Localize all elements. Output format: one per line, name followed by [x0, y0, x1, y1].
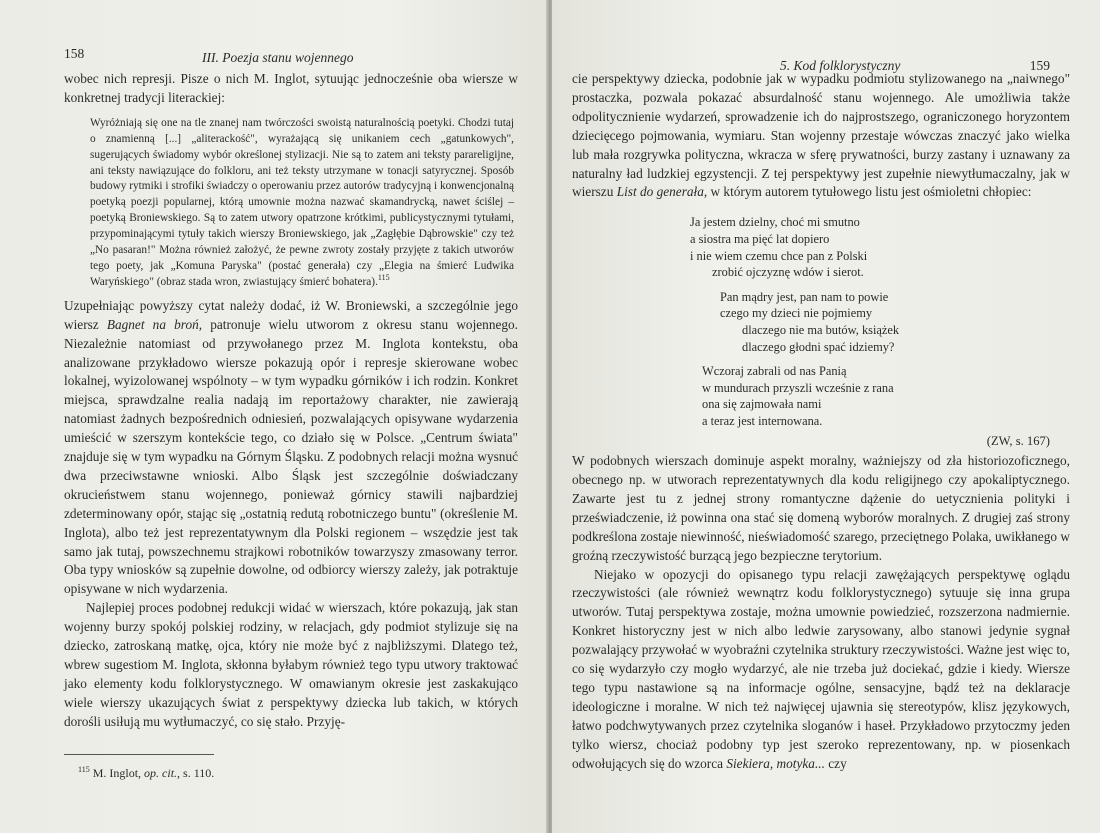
poem-stanza [690, 214, 1070, 280]
footnote-number: 115 [78, 764, 90, 774]
footnote-marker: 115 [377, 273, 390, 283]
page-number: 158 [64, 46, 85, 61]
poem-line: Wczoraj zabrali od nas Panią [702, 364, 847, 379]
paragraph-text: czy [824, 755, 847, 771]
poem-line: a teraz jest internowana. [702, 413, 823, 428]
poem-line: dlaczego głodni spać idziemy? [742, 339, 895, 354]
paragraph-text: , patronuje wielu utworom z okresu stanu wojennego. Niezależnie natomiast od przywołanego przez M. Inglota kontekstu, oba analizowane przykładowo wiersze pokazują opór i represje skierowane wobec lokalnej, wyizolowanej wspólnoty – w tym wypadku górników i ich rodzin. Konkret miejsca, sprawdzalne realia nadają im reportażowy charakter, nie zawierają natomiast żadnych bezpośrednich odniesień, pozwalających opisywane wydarzenia umieścić w szerszym kontekście tego, co działo się w Polsce. „Centrum świata" znajduje się w tym wypadku na Górnym Śląsku. Z podobnych relacji można wysnuć dwa przeciwstawne wnioski. Albo Śląsk jest szczególnie doświadczany okrucieństwem stanu wojennego, ponieważ górnicy stawili najbardziej zdeterminowany opór, stając się „ostatnią redutą robotniczego buntu" (określenie M. Inglota), albo też jest reprezentatywnym dla Polski regionem – wszędzie jest tak samo jak tutaj, powszechnemu strajkowi robotników towarzyszy zmasowany terror. Oba typy wniosków są zupełnie dowolne, od odbiorcy wierszy zależy, jak potraktuje opisywane w nich wydarzenia. [64, 316, 518, 597]
paragraph: W podobnych wierszach dominuje aspekt moralny, ważniejszy od zła historiozoficznego, obecnego np. w utworach reprezentatywnych dla kodu religijnego czy apokaliptycznego. Zawarte jest tu z jednej strony romantyczne dążenie do uetycznienia polityki i przeświadczenie, iż powinna ona stać się domeną wyborów moralnych. Z drugiej zaś strony podkreślona zostaje niewinność, nieświadomość szarego, przeciętnego Polaka, uwikłanego w groźną rzeczywistość burzącą jego bezpieczne terytorium. [572, 453, 1070, 563]
poem-citation: (ZW, s. 167) [986, 434, 1050, 449]
paragraph-text: Niejako w opozycji do opisanego typu relacji zawężających perspektywę oglądu rzeczywistości (ale również wewnątrz kodu folklorystycznego) sytuuje się inna grupa utworów. Tutaj perspektywa zostaje, można umownie powiedzieć, rozszerzona nadmiernie. Konkret historyczny jest w nich albo ledwie zarysowany, albo stanowi jedynie sygnał pozwalający przywołać w wyobraźni czytelnika struktury rzeczywistości. Ważne jest więc to, co się wydarzyło czy mogło wydarzyć, ale nie trzeba już dociekać, gdzie i kiedy. Wiersze tego typu nastawione są na informacje ogólne, sensacyjne, bądź też na deklaracje ideologiczne i moralne. W nich też najwięcej ujawnia się stereotypów, klisz językowych, łatwo podchwytywanych przez czytelnika sloganów i haseł. Przykładowo przytoczmy jeden tylko wiersz, chociaż podobny typ jest szeroko reprezentowany, np. w piosenkach odwołujących się do wzorca [572, 566, 1070, 771]
block-quote [90, 116, 514, 291]
right-body [572, 70, 1070, 773]
left-page [0, 0, 548, 833]
left-body [64, 70, 518, 732]
footnote-ref: op. cit. [144, 765, 178, 780]
paragraph: wobec nich represji. Pisze o nich M. Inglot, sytuując jednocześnie oba wiersze w konkretnej tradycji literackiej: [64, 71, 518, 105]
paragraph-text: cie perspektywy dziecka, podobnie jak w wypadku podmiotu stylizowanego na „naiwnego" prostaczka, pozwala pokazać absurdalność stanu wojennego. Ale umożliwia także odpolitycznienie wydarzeń, sprowadzenie ich do najprostszego, ograniczonego horyzontem dziecięcego pojmowania, wymiaru. Stan wojenny przestaje wówczas znaczyć jako wielka lub mała rozgrywka polityczna, wkracza w sferę prywatności, burzy zastany i uznawany za naturalny ład ludzkiej egzystencji. Z tej perspektywy jest zupełnie niewytłumaczalny, jak w wierszu [572, 71, 1070, 200]
poem-stanza [702, 363, 1070, 429]
paragraph-text: , w którym autorem tytułowego listu jest ośmioletni chłopiec: [703, 184, 1032, 200]
footnote-rule [64, 754, 214, 755]
poem [572, 214, 1070, 450]
running-title: 5. Kod folklorystyczny [780, 58, 901, 73]
paragraph [64, 297, 518, 600]
work-title: Bagnet na broń [106, 316, 199, 332]
paragraph [572, 70, 1070, 202]
paragraph [572, 566, 1070, 774]
right-running-head [572, 42, 1070, 73]
poem-line: a siostra ma pięć lat dopiero [690, 231, 830, 246]
poem-line: zrobić ojczyznę wdów i sierot. [712, 265, 864, 280]
right-page [552, 0, 1100, 833]
poem-line: dlaczego nie ma butów, książek [742, 322, 900, 337]
poem-line: w mundurach przyszli wcześnie z rana [702, 380, 894, 395]
work-title: List do generała [616, 184, 704, 200]
footnote-page: , s. 110. [177, 765, 215, 780]
paragraph: Najlepiej proces podobnej redukcji widać w wierszach, które pokazują, jak stan wojenny burzy spokój polskiej rodziny, w relacjach, gdy podmiot stylizuje się na dziecko, zatroskaną matkę, ojca, który nie może być z najbliższymi. Dlatego też, wbrew sugestiom M. Inglota, skłonna byłabym również tego typu utwory traktować jako elementy kodu folklorystycznego. W omawianym okresie jest zaskakująco wiele wierszy ukazujących świat z perspektywy dziecka lub takich, w których dorośli usiłują mu wytłumaczyć, co się stało. Przyję- [64, 600, 518, 729]
poem-line: czego my dzieci nie pojmiemy [720, 306, 873, 321]
footnote [64, 765, 518, 781]
poem-line: Pan mądry jest, pan nam to powie [720, 289, 889, 304]
work-title: Siekiera, motyka... [726, 755, 825, 771]
poem-line: Ja jestem dzielny, choć mi smutno [690, 215, 860, 230]
poem-line: ona się zajmowała nami [702, 397, 822, 412]
footnote-author: M. Inglot, [89, 765, 145, 780]
poem-stanza [720, 289, 1070, 355]
poem-line: i nie wiem czemu chce pan z Polski [690, 248, 868, 263]
left-running-head [64, 42, 518, 70]
page-number: 159 [1029, 58, 1050, 73]
quote-text: Wyróżniają się one na tle znanej nam twórczości swoistą naturalnością poetyki. Chodzi tutaj o znamienną [...] „aliterackość", wyrażającą się unikaniem cech „gatunkowych", sugerujących świadomy wybór określonej stylizacji. Nie są to zatem ani teksty parareligijne, ani teksty nawiązujące do folkloru, ani też teksty utrzymane w tonacji satyrycznej. Sposób budowy rytmiki i strofiki świadczy o operowaniu przez autorów tradycyjną i konwencjonalną poetyką poezji popularnej, którą umownie można nazwać skamandrycką, nawet ściślej – poetyką Broniewskiego. Są to zatem utwory opatrzone krótkimi, publicystycznymi tytułami, przypominającymi tytuły takich wierszy Broniewskiego, jak „Zagłębie Dąbrowskie" czy też „No pasaran!" Można również założyć, że pewne zwroty zostały przyjęte z takich utworów tego poety, jak „Komuna Paryska" (postać generała) czy „Elegia na śmierć Ludwika Waryńskiego" (obraz stada wron, zwiastujący śmierć bohatera). [90, 116, 514, 288]
running-title: III. Poezja stanu wojennego [202, 50, 354, 65]
paragraph-text: Uzupełniając powyższy cytat należy dodać, iż W. Broniewski, a szczególnie jego wiersz [64, 297, 518, 332]
